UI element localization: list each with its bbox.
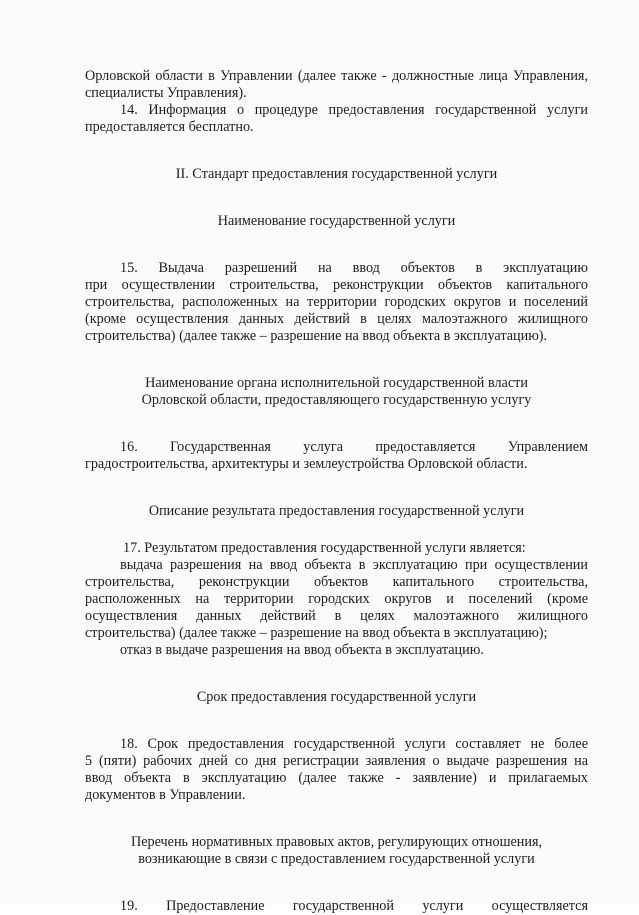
heading-acts: [85, 834, 588, 868]
heading-text: возникающие в связи с предоставлением государственной услуги: [138, 851, 535, 867]
paragraph-17: [85, 540, 588, 659]
text-line: градостроительства, архитектуры и землеустройства Орловской области.: [85, 456, 528, 472]
paragraph-19: [85, 898, 588, 915]
text-line: предоставляется бесплатно.: [85, 119, 254, 135]
paragraph-14: [85, 102, 588, 136]
text-line: при осуществлении строительства, реконструкции объектов капитального: [85, 277, 588, 293]
heading-text: Перечень нормативных правовых актов, регулирующих отношения,: [130, 834, 543, 850]
heading-service-name: [85, 213, 588, 230]
text-line: строительства) (далее также – разрешение на ввод объекта в эксплуатацию);: [85, 625, 548, 641]
text-line: 5 (пяти) рабочих дней со дня регистрации заявления о выдаче разрешения на: [85, 753, 588, 769]
paragraph-16: [85, 439, 588, 473]
text-line: строительства, расположенных на территории городских округов и поселений: [85, 294, 588, 310]
heading-text: Описание результата предоставления государственной услуги: [148, 503, 525, 519]
heading-text: Наименование государственной услуги: [217, 213, 456, 229]
heading-organ: [85, 375, 588, 409]
text-line: 17. Результатом предоставления государственной услуги является:: [123, 540, 526, 556]
text-line: 14. Информация о процедуре предоставления государственной услуги: [120, 102, 588, 118]
text-line: строительства, реконструкции объектов капитального строительства,: [85, 574, 588, 590]
text-line: документов в Управлении.: [85, 787, 246, 803]
text-line: 18. Срок предоставления государственной услуги составляет не более: [120, 736, 588, 752]
text-line: 19. Предоставление государственной услуги осуществляется: [120, 898, 588, 914]
section-title: [85, 166, 588, 183]
paragraph-intro: [85, 68, 588, 102]
document-body: [85, 68, 588, 915]
section-title-text: II. Стандарт предоставления государственной услуги: [175, 166, 498, 182]
paragraph-18: [85, 736, 588, 804]
heading-text: Срок предоставления государственной услуги: [196, 689, 477, 705]
text-line: расположенных на территории городских округов и поселений (кроме: [85, 591, 588, 607]
text-line: ввод объекта в эксплуатацию (далее также - заявление) и прилагаемых: [85, 770, 588, 786]
text-line: отказ в выдаче разрешения на ввод объекта в эксплуатацию.: [120, 642, 484, 658]
heading-text: Орловской области, предоставляющего государственную услугу: [141, 392, 532, 408]
text-line: 16. Государственная услуга предоставляется Управлением: [120, 439, 588, 455]
text-line: (кроме осуществления данных действий в целях малоэтажного жилищного: [85, 311, 588, 327]
paragraph-15: [85, 260, 588, 345]
text-line: 15. Выдача разрешений на ввод объектов в эксплуатацию: [120, 260, 588, 276]
heading-text: Наименование органа исполнительной государственной власти: [145, 375, 528, 391]
text-line: Орловской области в Управлении (далее также - должностные лица Управления,: [85, 68, 588, 84]
text-line: выдача разрешения на ввод объекта в эксплуатацию при осуществлении: [120, 557, 588, 573]
heading-term: [85, 689, 588, 706]
text-line: строительства) (далее также – разрешение на ввод объекта в эксплуатацию).: [85, 328, 548, 344]
text-line: специалисты Управления).: [85, 85, 247, 101]
heading-result: [85, 503, 588, 520]
text-line: осуществления данных действий в целях малоэтажного жилищного: [85, 608, 588, 624]
